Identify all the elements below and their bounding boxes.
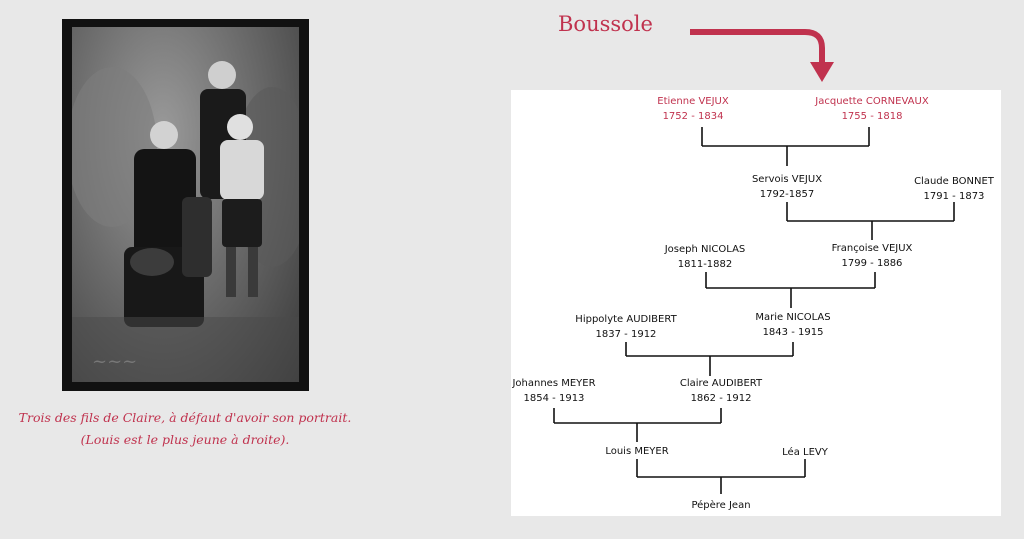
person-name: Léa LEVY [782,447,828,458]
svg-text:~~~: ~~~ [92,351,138,372]
person-servois-vejux [752,172,822,202]
curved-arrow-icon [690,20,850,90]
photo-caption-line1: Trois des fils de Claire, à défaut d'avoir son portrait. [18,410,352,425]
person-marie-nicolas [755,310,830,340]
person-dates: 1799 - 1886 [841,258,903,269]
boussole-title: Boussole [558,12,653,36]
person-name: Pépère Jean [691,500,751,511]
person-lea-levy [782,445,828,460]
person-dates: 1811-1882 [677,259,733,270]
person-dates: 1862 - 1912 [690,393,752,404]
person-francoise-vejux [832,241,913,271]
person-dates: 1755 - 1818 [841,111,903,122]
person-name: Claire AUDIBERT [679,378,763,389]
person-dates: 1843 - 1915 [762,327,824,338]
person-name: Marie NICOLAS [755,312,831,323]
person-name: Hippolyte AUDIBERT [575,314,677,325]
person-hippolyte-audibert [575,312,676,342]
person-name: Johannes MEYER [512,378,596,389]
person-name: Françoise VEJUX [831,243,913,254]
person-dates: 1854 - 1913 [523,393,585,404]
person-name: Louis MEYER [605,446,669,457]
person-name: Claude BONNET [914,176,994,187]
family-tree [511,90,1001,516]
person-dates: 1837 - 1912 [595,329,657,340]
tree-connectors [511,90,1001,516]
person-name: Servois VEJUX [751,174,823,185]
person-name: Joseph NICOLAS [664,244,746,255]
person-etienne-vejux [657,94,728,124]
person-jacquette-cornevaux [815,94,928,124]
person-name: Jacquette CORNEVAUX [815,96,929,107]
person-pepere-jean [691,498,750,513]
person-johannes-meyer [512,376,595,406]
person-dates: 1752 - 1834 [662,111,724,122]
portrait-image [72,27,299,382]
photo-caption-line2: (Louis est le plus jeune à droite). [80,432,290,447]
family-portrait-photo [62,19,309,391]
person-joseph-nicolas [665,242,746,272]
person-dates: 1791 - 1873 [923,191,985,202]
person-claire-audibert [680,376,762,406]
person-louis-meyer [605,444,668,459]
person-claude-bonnet [914,174,994,204]
person-name: Etienne VEJUX [657,96,729,107]
person-dates: 1792-1857 [759,189,815,200]
